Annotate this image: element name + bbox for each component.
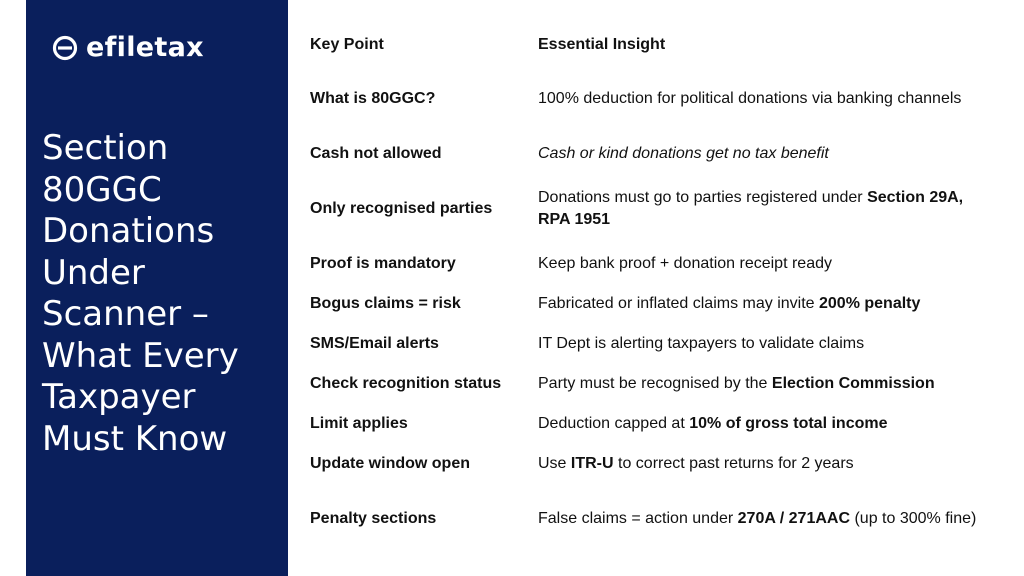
title-panel: [26, 0, 288, 576]
brand-name: efiletax: [86, 32, 204, 63]
row-key: Check recognition status: [310, 375, 502, 392]
table-row: [310, 413, 978, 435]
insight-text: False claims = action under: [538, 510, 738, 527]
row-key: What is 80GGC?: [310, 90, 436, 107]
table-row: [310, 293, 978, 315]
row-key: Update window open: [310, 455, 470, 472]
insight-text: Fabricated or inflated claims may invite: [538, 295, 819, 312]
table-row: [310, 373, 978, 395]
table-row: [310, 76, 978, 122]
insight-text: Cash or kind donations get no tax benefit: [538, 145, 829, 162]
insight-text: IT Dept is alerting taxpayers to validate claims: [538, 335, 865, 352]
table-row: [310, 333, 978, 355]
row-insight: [538, 413, 978, 435]
insight-emphasis: Section 29A, RPA 1951: [538, 189, 964, 228]
table-row: [310, 143, 978, 165]
header-key-point: Key Point: [310, 36, 384, 53]
row-key: Limit applies: [310, 415, 408, 432]
row-key: Cash not allowed: [310, 145, 442, 162]
insight-emphasis: ITR-U: [570, 455, 614, 472]
row-insight: [538, 333, 978, 355]
row-insight: [538, 293, 978, 315]
row-insight: [538, 253, 978, 275]
row-key: Bogus claims = risk: [310, 295, 461, 312]
insight-text: Keep bank proof + donation receipt ready: [538, 255, 832, 272]
insight-text: Use: [538, 455, 571, 472]
insight-text: Deduction capped at: [538, 415, 690, 432]
row-key: Proof is mandatory: [310, 255, 456, 272]
table-row: [310, 253, 978, 275]
row-key: Penalty sections: [310, 510, 437, 527]
table-header: [310, 34, 978, 56]
insight-text: 100% deduction for political donations via banking channels: [538, 90, 962, 107]
header-essential-insight: Essential Insight: [538, 36, 666, 53]
insight-text: to correct past returns for 2 years: [613, 455, 854, 472]
insight-emphasis: 10% of gross total income: [689, 415, 888, 432]
row-insight: [538, 187, 978, 231]
page-title: Section 80GGC Donations Under Scanner – What Every Taxpayer Must Know: [42, 128, 239, 459]
row-key: Only recognised parties: [310, 200, 493, 217]
insight-text: Donations must go to parties registered under: [538, 189, 868, 206]
row-insight: [538, 373, 978, 395]
insight-text: (up to 300% fine): [850, 510, 977, 527]
insight-emphasis: Election Commission: [771, 375, 935, 392]
efiletax-logo-icon: [52, 35, 78, 61]
table-row: [310, 453, 978, 475]
row-insight: [538, 508, 978, 530]
row-insight: [538, 143, 978, 165]
insight-emphasis: 200% penalty: [819, 295, 921, 312]
row-key: SMS/Email alerts: [310, 335, 439, 352]
row-insight: [538, 88, 978, 110]
table-row: [310, 186, 978, 232]
row-insight: [538, 453, 978, 475]
insight-text: Party must be recognised by the: [538, 375, 772, 392]
table-row: [310, 496, 978, 542]
brand-logo: [52, 34, 204, 61]
insight-emphasis: 270A / 271AAC: [737, 510, 851, 527]
